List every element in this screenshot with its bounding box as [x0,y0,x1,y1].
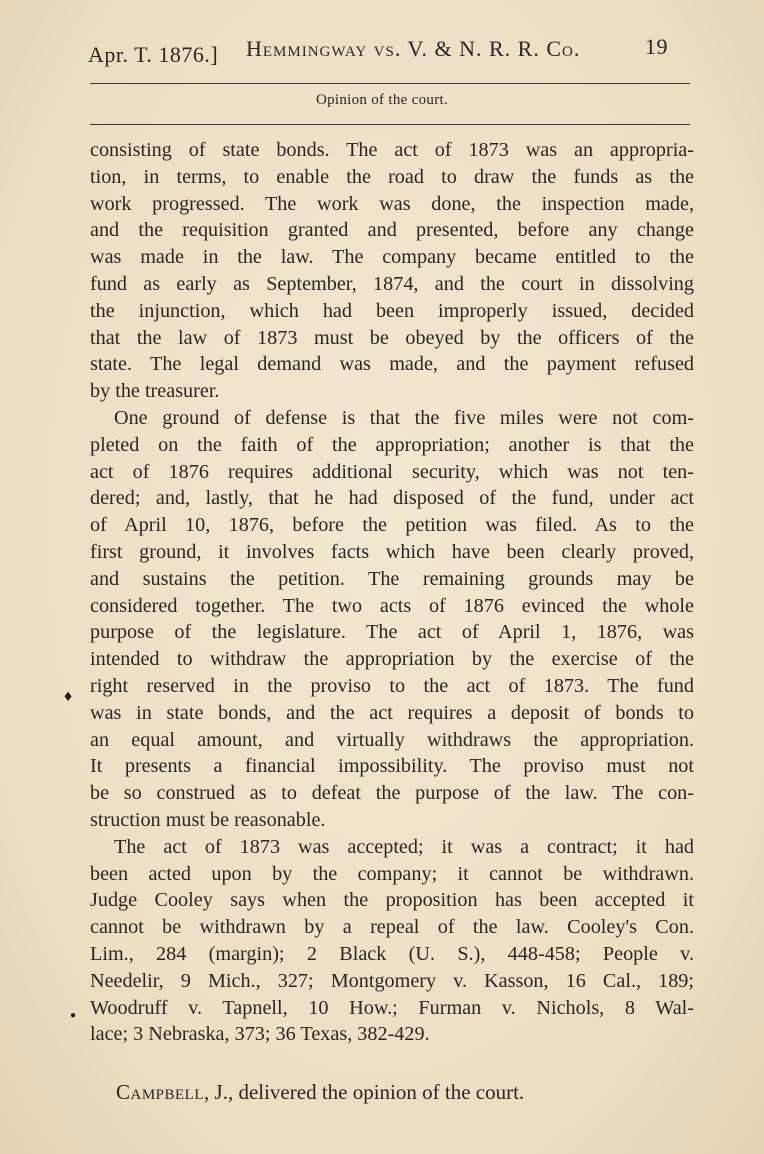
closing-text: , J., delivered the opinion of the court. [204,1080,525,1104]
body-line: tion, in terms, to enable the road to draw the funds as the [90,165,694,188]
body-line: that the law of 1873 must be obeyed by the officers of the [90,326,694,349]
body-line: fund as early as September, 1874, and the court in dissolving [90,272,694,295]
body-line: The act of 1873 was accepted; it was a contract; it had [114,835,694,858]
body-line: been acted upon by the company; it cannot be withdrawn. [90,862,694,885]
page-number: 19 [645,34,668,59]
judge-name: Campbell [116,1080,205,1104]
body-line: an equal amount, and virtually withdraws the appropriation. [90,728,694,751]
body-line: state. The legal demand was made, and the payment refused [90,353,694,376]
body-line: Needelir, 9 Mich., 327; Montgomery v. Kasson, 16 Cal., 189; [90,969,694,992]
body-line: right reserved in the proviso to the act of 1873. The fund [90,674,694,697]
opinion-body [90,137,694,1048]
ink-blot-mark: ♦ [64,688,73,705]
body-line: Woodruff v. Tapnell, 10 How.; Furman v. Nichols, 8 Wal- [90,996,694,1019]
running-head [88,34,698,68]
section-subheading: Opinion of the court. [315,92,449,108]
body-line: consisting of state bonds. The act of 1873 was an appropria- [90,139,694,161]
subheading-rule [90,124,690,125]
body-line: by the treasurer. [90,380,220,403]
body-line: purpose of the legislature. The act of April 1, 1876, was [90,621,694,644]
ink-dot-mark: ● [70,1010,77,1021]
body-line: first ground, it involves facts which have been clearly proved, [90,540,694,563]
body-line: and sustains the petition. The remaining grounds may be [90,567,694,590]
body-line: the injunction, which had been improperly issued, decided [90,299,694,322]
body-line: dered; and, lastly, that he had disposed of the fund, under act [90,487,694,510]
body-line: was in state bonds, and the act requires a deposit of bonds to [90,701,694,724]
header-rule [90,83,690,84]
body-line: of April 10, 1876, before the petition was filed. As to the [90,514,694,537]
term-label: Apr. T. 1876.] [88,42,219,67]
body-line: lace; 3 Nebraska, 373; 36 Texas, 382-429. [90,1023,430,1046]
body-line: struction must be reasonable. [90,808,326,831]
body-line: It presents a financial impossibility. The proviso must not [90,755,694,778]
body-line: be so construed as to defeat the purpose of the law. The con- [90,782,694,805]
body-line: Judge Cooley says when the proposition has been accepted it [90,889,694,912]
body-line: One ground of defense is that the five miles were not com- [114,406,694,429]
closing-line [116,1080,524,1105]
body-line: act of 1876 requires additional security, which was not ten- [90,460,694,483]
case-title: Hemmingway vs. V. & N. R. R. Co. [246,36,581,61]
body-line: intended to withdraw the appropriation by the exercise of the [90,648,694,671]
body-line: work progressed. The work was done, the inspection made, [90,192,694,215]
body-line: cannot be withdrawn by a repeal of the law. Cooley's Con. [90,916,694,939]
body-line: was made in the law. The company became entitled to the [90,246,694,269]
body-line: considered together. The two acts of 1876 evinced the whole [90,594,694,617]
body-line: and the requisition granted and presented, before any change [90,219,694,242]
body-line: pleted on the faith of the appropriation; another is that the [90,433,694,456]
body-line: Lim., 284 (margin); 2 Black (U. S.), 448-458; People v. [90,942,694,965]
